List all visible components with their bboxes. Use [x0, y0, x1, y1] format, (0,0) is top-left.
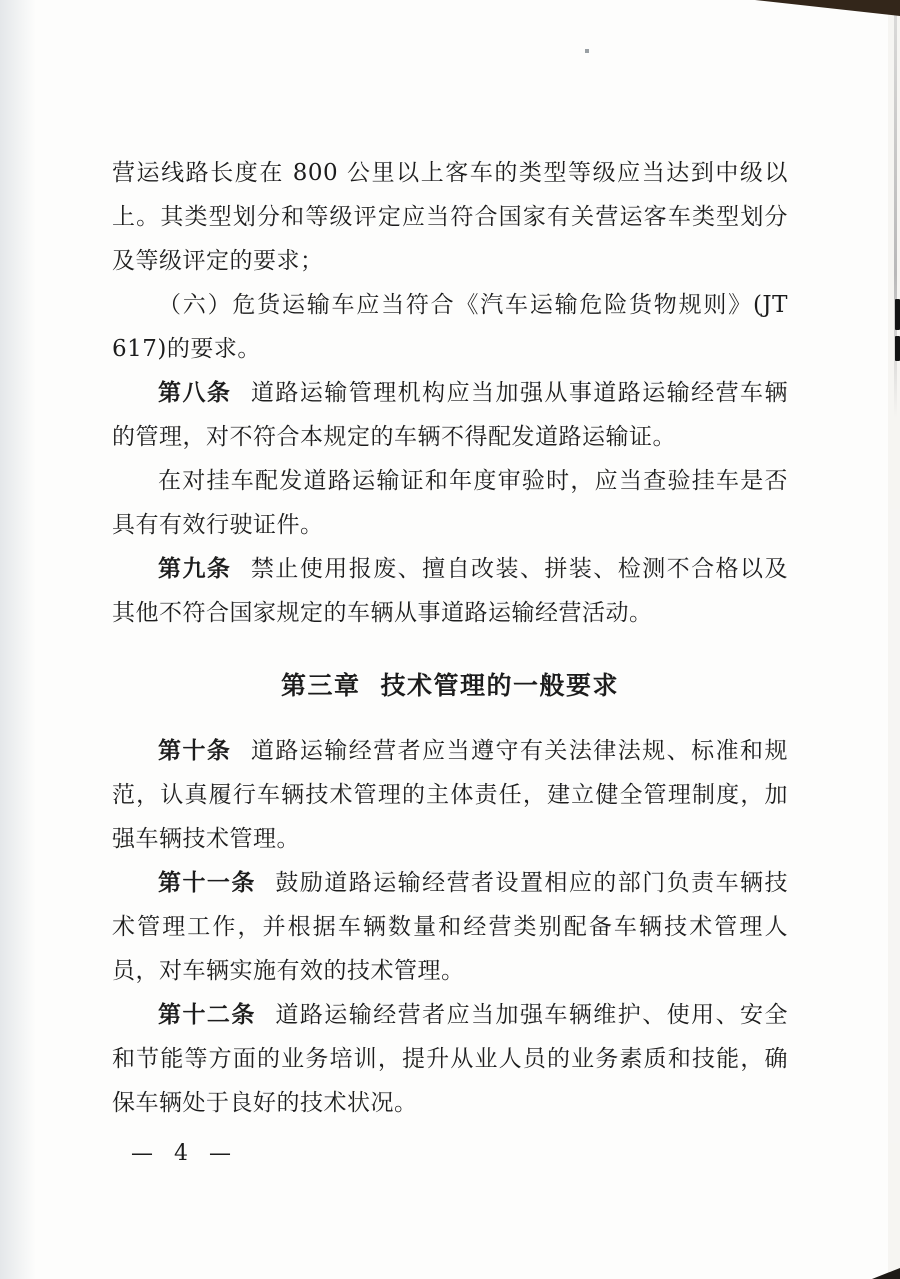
paragraph-text: 道路运输经营者应当遵守有关法律法规、标准和规范，认真履行车辆技术管理的主体责任，建立健全管理制度，加强车辆技术管理。 — [112, 738, 789, 852]
paragraph-text: 鼓励道路运输经营者设置相应的部门负责车辆技术管理工作，并根据车辆数量和经营类别配备车辆技术管理人员，对车辆实施有效的技术管理。 — [112, 870, 789, 984]
paragraph-article-12 — [112, 993, 788, 1125]
document-body — [112, 151, 788, 1125]
paragraph-article-10 — [112, 729, 788, 861]
article-number: 第十条 — [158, 737, 232, 764]
paragraph-text: 道路运输经营者应当加强车辆维护、使用、安全和节能等方面的业务培训，提升从业人员的业务素质和技能，确保车辆处于良好的技术状况。 — [112, 1002, 789, 1116]
paragraph-text: 在对挂车配发道路运输证和年度审验时，应当查验挂车是否具有有效行驶证件。 — [112, 468, 788, 538]
right-edge-ink-mark — [895, 336, 900, 361]
article-number: 第八条 — [158, 379, 232, 406]
paragraph-text: （六）危货运输车应当符合《汽车运输危险货物规则》(JT 617)的要求。 — [112, 292, 788, 362]
paragraph — [112, 459, 788, 547]
chapter-number: 第三章 — [280, 671, 361, 700]
right-edge-fold-line — [894, 8, 897, 418]
article-number: 第九条 — [158, 555, 232, 582]
scan-speck — [585, 49, 589, 53]
page-number-text: — 4 — — [131, 1141, 238, 1166]
paragraph-text: 道路运输管理机构应当加强从事道路运输经营车辆的管理，对不符合本规定的车辆不得配发道路运输证。 — [112, 380, 789, 450]
paragraph-text: 营运线路长度在 800 公里以上客车的类型等级应当达到中级以上。其类型划分和等级评定应当符合国家有关营运客车类型划分及等级评定的要求； — [112, 160, 788, 274]
top-right-corner-artifact — [755, 0, 900, 16]
paragraph — [112, 283, 788, 371]
paragraph-article-8 — [112, 371, 788, 459]
paragraph-article-11 — [112, 861, 788, 993]
page-number — [131, 1141, 238, 1166]
chapter-title: 技术管理的一般要求 — [380, 671, 620, 700]
bottom-right-corner-artifact — [872, 1268, 900, 1279]
article-number: 第十一条 — [158, 869, 256, 896]
paragraph-article-9 — [112, 547, 788, 635]
right-edge-scan-strip — [888, 0, 900, 1279]
article-number: 第十二条 — [158, 1001, 256, 1028]
paragraph — [112, 151, 788, 283]
chapter-heading — [112, 664, 788, 708]
right-edge-ink-mark — [895, 299, 900, 330]
paragraph-text: 禁止使用报废、擅自改装、拼装、检测不合格以及其他不符合国家规定的车辆从事道路运输经营活动。 — [112, 556, 789, 626]
left-edge-scan-shadow — [0, 0, 36, 1279]
